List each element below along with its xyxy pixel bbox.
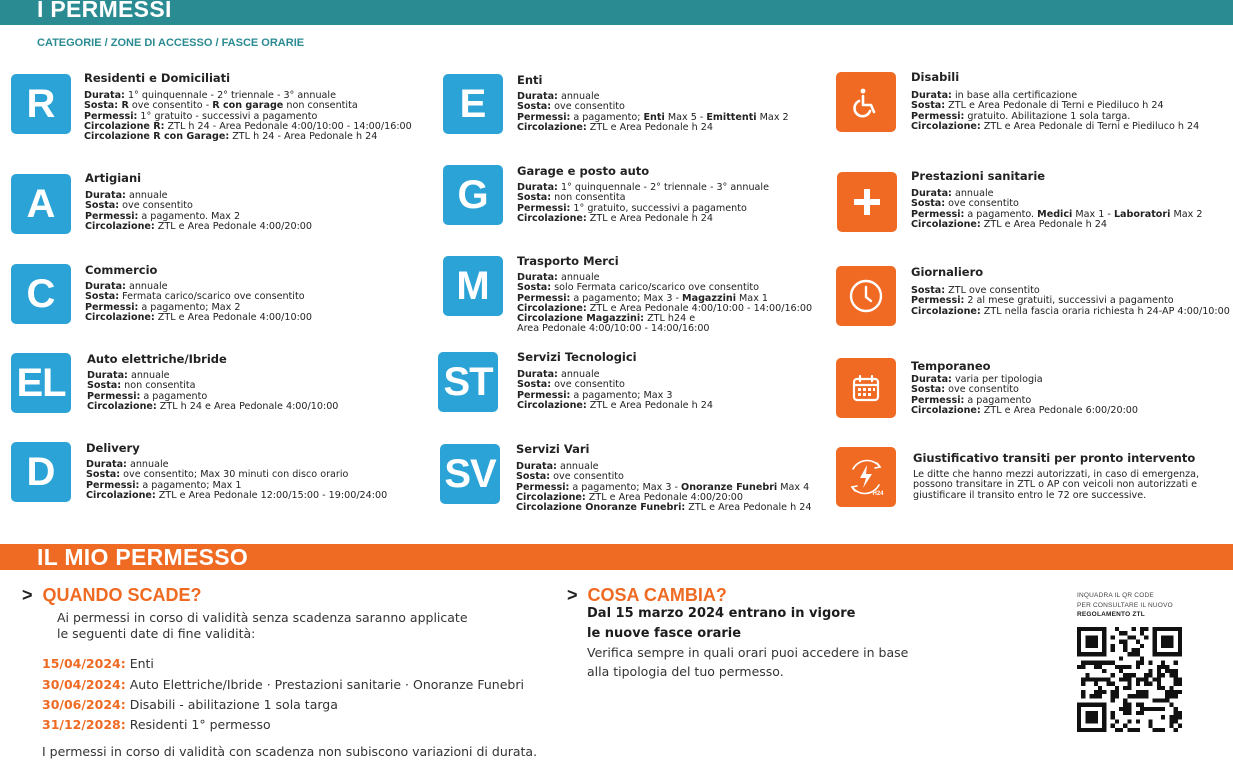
badge-r: R: [11, 74, 71, 134]
wheelchair-icon: [836, 72, 896, 132]
card-details: Durata: 1° quinquennale - 2° triennale - 3° annuale Sosta: non consentita Permessi: 1° gratuito, successivi a pagamento Circolazione: ZTL e Area Pedonale h 24: [517, 182, 769, 224]
badge-e: E: [443, 74, 503, 134]
qr-code-icon[interactable]: [1077, 627, 1182, 732]
badge-a: A: [11, 174, 71, 234]
cosa-cambia-heading: > COSA CAMBIA?: [567, 585, 727, 605]
badge-c: C: [11, 264, 71, 324]
card-details: Le ditte che hanno mezzi autorizzati, in caso di emergenza, possono transitare in ZTL o AP con veicoli non autorizzati e giustificare il transito entro le 72 ore successive.: [913, 469, 1200, 501]
page-subtitle: CATEGORIE / ZONE DI ACCESSO / FASCE ORARIE: [37, 37, 305, 49]
card-details: Durata: annuale Sosta: ove consentito Permessi: a pagamento; Max 3 Circolazione: ZTL e Area Pedonale h 24: [517, 369, 713, 411]
cambia-text-1: Verifica sempre in quali orari puoi accedere in base: [587, 645, 909, 660]
card-details: Durata: annuale Sosta: solo Fermata carico/scarico ove consentito Permessi: a pagamento; Max 3 - Magazzini Max 1 Circolazione: ZTL e Area Pedonale 4:00/10:00 - 14:00/16:00 Circolazione Magazzini: ZTL h24 e Area Pedonale 4:00/10:00 - 14:00/16:00: [517, 272, 813, 335]
cambia-bold-1: Dal 15 marzo 2024 entrano in vigore: [587, 606, 856, 621]
date-row: 15/04/2024: Enti: [42, 656, 154, 671]
quando-footer: I permessi in corso di validità con scadenza non subiscono variazioni di durata.: [42, 744, 538, 759]
card-title: Trasporto Merci: [517, 254, 619, 268]
badge-d: D: [11, 442, 71, 502]
card-details: Durata: annuale Sosta: non consentita Permessi: a pagamento Circolazione: ZTL h 24 e Area Pedonale 4:00/10:00: [87, 370, 339, 412]
card-title: Garage e posto auto: [517, 164, 650, 178]
header-banner: [0, 0, 1233, 25]
card-title: Giustificativo transiti per pronto intervento: [913, 451, 1196, 465]
card-details: Durata: annuale Sosta: ove consentito Permessi: a pagamento; Enti Max 5 - Emittenti Max 2 Circolazione: ZTL e Area Pedonale h 24: [517, 91, 789, 133]
card-details: Durata: annuale Sosta: Fermata carico/scarico ove consentito Permessi: a pagamento; Max 2 Circolazione: ZTL e Area Pedonale 4:00/10:00: [85, 281, 313, 323]
svg-text:H24: H24: [872, 491, 884, 497]
section-title: IL MIO PERMESSO: [37, 544, 249, 570]
cambia-text-2: alla tipologia del tuo permesso.: [587, 664, 784, 679]
date-row: 30/06/2024: Disabili - abilitazione 1 sola targa: [42, 697, 338, 712]
date-row: 31/12/2028: Residenti 1° permesso: [42, 717, 271, 732]
card-title: Disabili: [911, 70, 960, 84]
badge-m: M: [443, 256, 503, 316]
page-title: I PERMESSI: [37, 0, 172, 22]
card-details: Durata: 1° quinquennale - 2° triennale - 3° annuale Sosta: R ove consentito - R con garage non consentita Permessi: 1° gratuito - successivi a pagamento Circolazione R: ZTL h 24 - Area Pedonale 4:00/10:00 - 14:00/16:00 Circolazione R con Garage: ZTL h 24 - Area Pedonale h 24: [84, 90, 412, 143]
card-details: Durata: annuale Sosta: ove consentito Permessi: a pagamento. Max 2 Circolazione: ZTL e Area Pedonale 4:00/20:00: [85, 190, 313, 232]
badge-st: ST: [438, 352, 498, 412]
qr-label: INQUADRA IL QR CODE PER CONSULTARE IL NUOVO REGOLAMENTO ZTL: [1077, 592, 1173, 618]
card-details: Sosta: ZTL ove consentito Permessi: 2 al mese gratuiti, successivi a pagamento Circolazione: ZTL nella fascia oraria richiesta h 24-AP 4:00/10:00: [911, 285, 1230, 317]
quando-intro-2: le seguenti date di fine validità:: [57, 626, 256, 641]
card-title: Prestazioni sanitarie: [911, 169, 1046, 183]
quando-scade-heading: > QUANDO SCADE?: [22, 585, 202, 605]
calendar-icon: [836, 358, 896, 418]
emergency-h24-icon: [836, 447, 896, 507]
card-title: Servizi Vari: [516, 442, 590, 456]
card-title: Artigiani: [85, 171, 142, 185]
cambia-bold-2: le nuove fasce orarie: [587, 626, 742, 641]
plus-icon: [837, 172, 897, 232]
card-title: Servizi Tecnologici: [517, 350, 637, 364]
card-details: Durata: in base alla certificazione Sosta: ZTL e Area Pedonale di Terni e Piediluco h 24 Permessi: gratuito. Abilitazione 1 sola targa. Circolazione: ZTL e Area Pedonale di Terni e Piediluco h 24: [911, 90, 1200, 132]
badge-el: EL: [11, 353, 71, 413]
card-title: Residenti e Domiciliati: [84, 71, 231, 85]
clock-icon: [836, 266, 896, 326]
card-title: Auto elettriche/Ibride: [87, 352, 227, 366]
card-details: Durata: varia per tipologia Sosta: ove consentito Permessi: a pagamento Circolazione: ZTL e Area Pedonale 6:00/20:00: [911, 374, 1139, 416]
mio-permesso-banner: [0, 544, 1233, 570]
card-details: Durata: annuale Sosta: ove consentito; Max 30 minuti con disco orario Permessi: a pagamento; Max 1 Circolazione: ZTL e Area Pedonale 12:00/15:00 - 19:00/24:00: [86, 459, 388, 501]
card-details: Durata: annuale Sosta: ove consentito Permessi: a pagamento. Medici Max 1 - Laboratori Max 2 Circolazione: ZTL e Area Pedonale h 24: [911, 188, 1203, 230]
badge-sv: SV: [440, 444, 500, 504]
card-details: Durata: annuale Sosta: ove consentito Permessi: a pagamento; Max 3 - Onoranze Funebri Max 4 Circolazione: ZTL e Area Pedonale 4:00/20:00 Circolazione Onoranze Funebri: ZTL e Area Pedonale h 24: [516, 461, 812, 514]
card-title: Temporaneo: [911, 359, 991, 373]
card-title: Commercio: [85, 263, 158, 277]
card-title: Delivery: [86, 441, 140, 455]
card-title: Giornaliero: [911, 265, 984, 279]
card-title: Enti: [517, 73, 543, 87]
quando-intro-1: Ai permessi in corso di validità senza scadenza saranno applicate: [57, 610, 468, 625]
date-row: 30/04/2024: Auto Elettriche/Ibride · Prestazioni sanitarie · Onoranze Funebri: [42, 677, 524, 692]
badge-g: G: [443, 165, 503, 225]
